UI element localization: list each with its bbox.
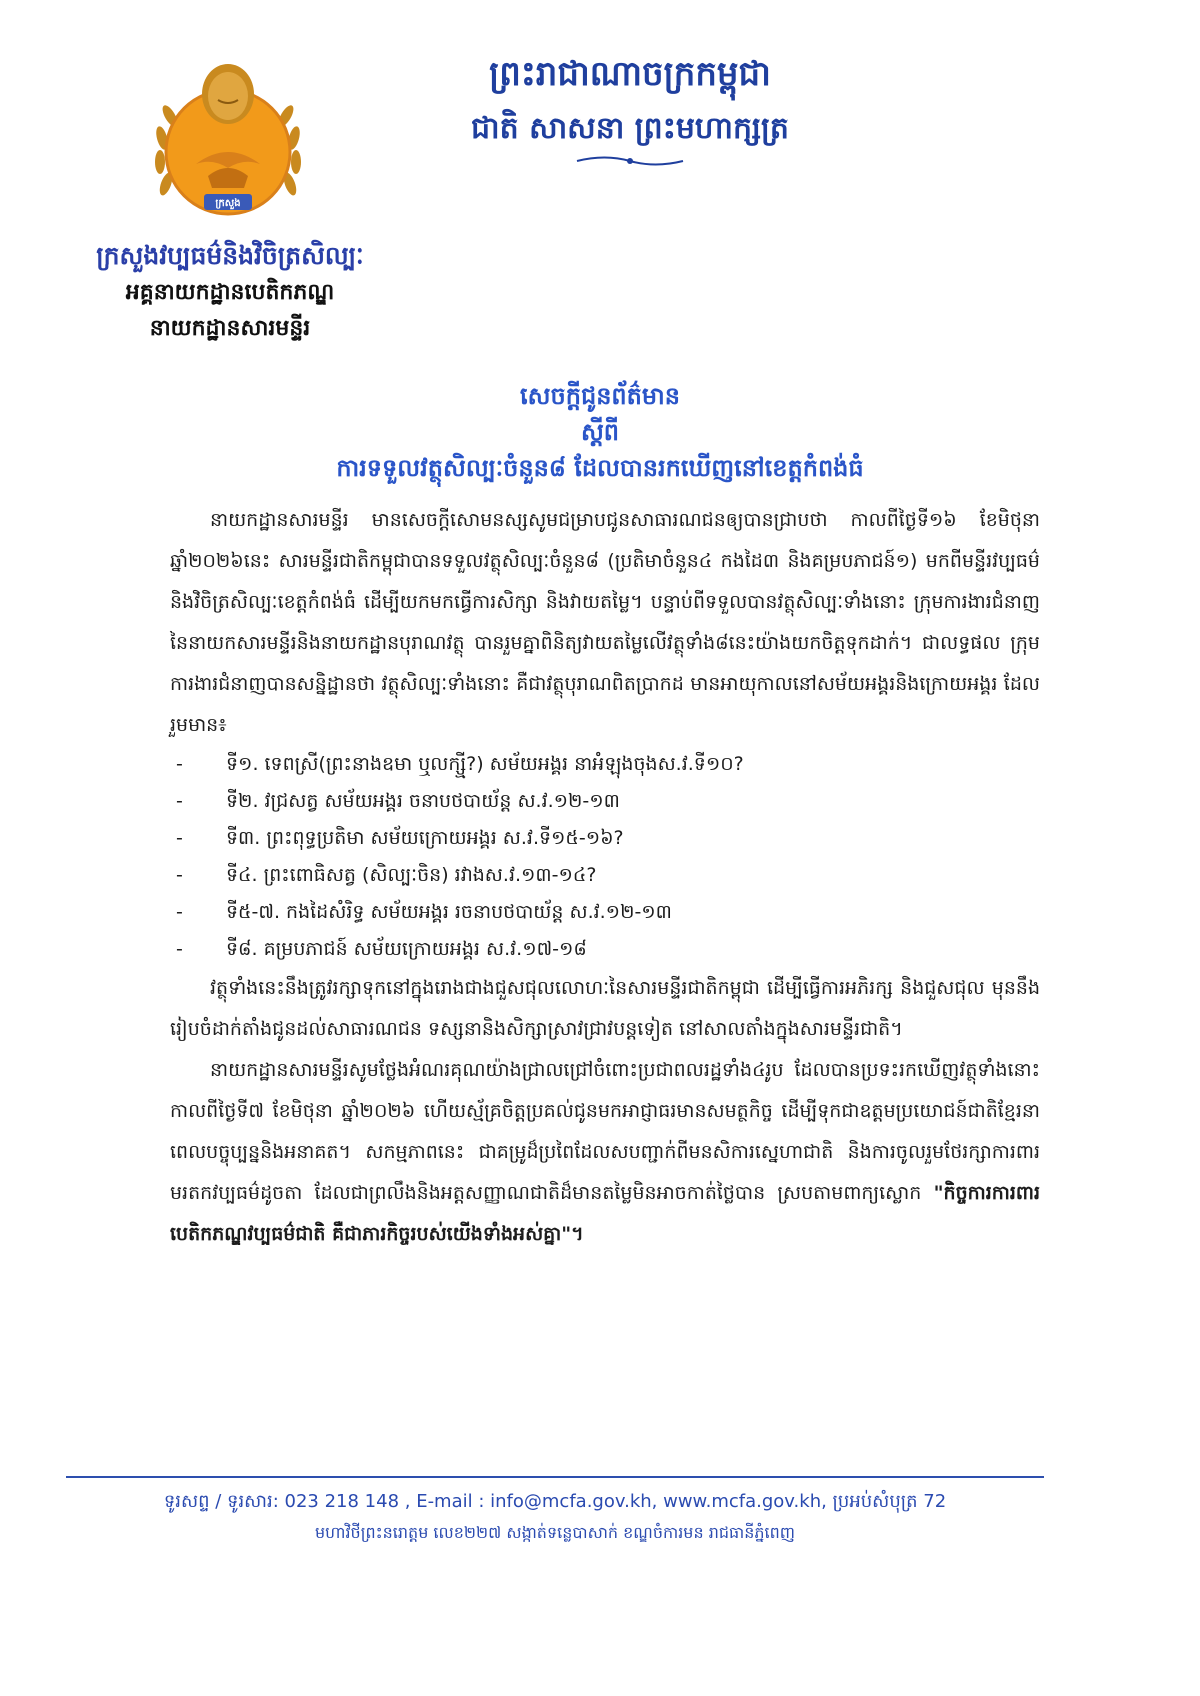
title-block [200,378,1000,486]
general-department-name: អគ្គនាយកដ្ឋានបេតិកភណ្ឌ [125,279,335,305]
slogan-quote: "កិច្ចការការពារបេតិកភណ្ឌវប្បធម៌ជាតិ គឺជាភារកិច្ចរបស់យើងទាំងអស់គ្នា"។ [170,1182,1040,1245]
ministry-emblem-logo [148,56,308,226]
department-name: នាយកដ្ឋានសារមន្ទីរ [149,315,311,341]
regarding-label: ស្តីពី [580,417,620,446]
paragraph-3-text: នាយកដ្ឋានសារមន្ទីរសូមថ្លែងអំណរគុណយ៉ាងជ្រាលជ្រៅចំពោះប្រជាពលរដ្ឋទាំង៤រូប ដែលបានប្រទះរកឃើញវត្ថុទាំងនោះកាលពីថ្ងៃទី៧ ខែមិថុនា ឆ្នាំ២០២៦ ហើយស្ម័គ្រចិត្តប្រគល់ជូនមកអាជ្ញាធរមានសមត្ថកិច្ច ដើម្បីទុកជាឧត្តមប្រយោជន៍ជាតិខ្មែរនាពេលបច្ចុប្បន្ននិងអនាគត។ សកម្មភាពនេះ ជាគម្រូដ៏ប្រពៃដែលសបញ្ជាក់ពីមនសិការស្នេហាជាតិ និងការចូលរួមថែរក្សាការពារមរតកវប្បធម៌ដូចតា ដែលជាព្រលឹងនិងអត្តសញ្ញាណជាតិដ៏មានតម្លៃមិនអាចកាត់ថ្លៃបាន ស្របតាមពាក្យស្លោក [170,1059,1040,1204]
ministry-block [60,238,400,346]
paragraph-2: វត្ថុទាំងនេះនឹងត្រូវរក្សាទុកនៅក្នុងរោងជាងជួសជុលលោហៈនៃសារមន្ទីរជាតិកម្ពុជា ដើម្បីធ្វើការអភិរក្ស និងជួសជុល មុននឹងរៀបចំដាក់តាំងជូនដល់សាធារណជន ទស្សនានិងសិក្សាស្រាវជ្រាវបន្តទៀត នៅសាលតាំងក្នុងសារមន្ទីរជាតិ។ [170,977,1040,1040]
footer-divider [66,1476,1044,1478]
list-item-text: ទី២. វជ្រសត្វ សម័យអង្គរ ចនាបថបាយ័ន្ត ស.វ.១២-១៣ [226,790,620,812]
list-item: - ទី៥-៧. កងដៃសំរិទ្ធ សម័យអង្គរ រចនាបថបាយ័ន្ត ស.វ.១២-១៣ [176,901,672,923]
artifact-list [170,746,1040,968]
ministry-name: ក្រសួងវប្បធម៌និងវិចិត្រសិល្បៈ [96,241,364,270]
list-item: - ទី៤. ព្រះពោធិសត្វ (សិល្បៈចិន) រវាងស.វ.១៣-១៤? [176,864,597,886]
list-item: - ទី៣. ព្រះពុទ្ធប្រតិមា សម័យក្រោយអង្គរ ស.វ.ទី១៥-១៦? [176,827,624,849]
document-type: សេចក្តីជូនព័ត៌មាន [520,381,680,410]
emblem-ribbon-text: ក្រសួង [215,198,241,209]
ornament-divider [575,154,685,168]
footer [70,1486,1040,1548]
kingdom-title: ព្រះរាជាណាចក្រកម្ពុជា [489,54,771,94]
kingdom-header [420,50,840,168]
footer-contact: ទូរសព្ទ / ទូរសារ: 023 218 148 , E-mail : info@mcfa.gov.kh, www.mcfa.gov.kh, ប្រអប់សំបុត្រ 72 [163,1491,947,1512]
list-item: - ទី២. វជ្រសត្វ សម័យអង្គរ ចនាបថបាយ័ន្ត ស.វ.១២-១៣ [176,790,620,812]
document-subject: ការទទួលវត្ថុសិល្បៈចំនួន៨ ដែលបានរកឃើញនៅខេត្តកំពង់ធំ [336,453,864,482]
list-item-text: ទី៤. ព្រះពោធិសត្វ (សិល្បៈចិន) រវាងស.វ.១៣-១៤? [226,864,597,886]
document-body [170,500,1040,1255]
list-item: - ទី៨. គម្របភាជន៍ សម័យក្រោយអង្គរ ស.វ.១៧-១៨ [176,938,587,960]
footer-address: មហាវិថីព្រះនរោត្តម លេខ២២៧ សង្កាត់ទន្លេបាសាក់ ខណ្ឌចំការមន រាជធានីភ្នំពេញ [314,1523,796,1542]
list-item-text: ទី៣. ព្រះពុទ្ធប្រតិមា សម័យក្រោយអង្គរ ស.វ.ទី១៥-១៦? [226,827,624,849]
paragraph-1: នាយកដ្ឋានសារមន្ទីរ មានសេចក្តីសោមនស្សសូមជម្រាបជូនសាធារណជនឲ្យបានជ្រាបថា កាលពីថ្ងៃទី១៦ ខែមិថុនា ឆ្នាំ២០២៦នេះ សារមន្ទីរជាតិកម្ពុជាបានទទួលវត្ថុសិល្បៈចំនួន៨ (ប្រតិមាចំនួន៤ កងដៃ៣ និងគម្របភាជន៍១) មកពីមន្ទីរវប្បធម៌និងវិចិត្រសិល្បៈខេត្តកំពង់ធំ ដើម្បីយកមកធ្វើការសិក្សា និងវាយតម្លៃ។ បន្ទាប់ពីទទួលបានវត្ថុសិល្បៈទាំងនោះ ក្រុមការងារជំនាញនៃនាយកសារមន្ទីរនិងនាយកដ្ឋានបុរាណវត្ថុ បានរួមគ្នាពិនិត្យវាយតម្លៃលើវត្ថុទាំង៨នេះយ៉ាងយកចិត្តទុកដាក់។ ជាលទ្ធផល ក្រុមការងារជំនាញបានសន្និដ្ឋានថា វត្ថុសិល្បៈទាំងនោះ គឺជាវត្ថុបុរាណពិតប្រាកដ មានអាយុកាលនៅសម័យអង្គរនិងក្រោយអង្គរ ដែលរួមមាន៖ [170,509,1040,736]
list-item-text: ទី៥-៧. កងដៃសំរិទ្ធ សម័យអង្គរ រចនាបថបាយ័ន្ត ស.វ.១២-១៣ [226,901,672,923]
national-motto: ជាតិ សាសនា ព្រះមហាក្សត្រ [471,111,789,146]
paragraph-3 [170,1050,1040,1255]
list-item: - ទី១. ទេពស្រី(ព្រះនាងឧមា ឬលក្ស្មី?) សម័យអង្គរ នាអំឡុងចុងស.វ.ទី១០? [176,753,744,775]
list-item-text: ទី១. ទេពស្រី(ព្រះនាងឧមា ឬលក្ស្មី?) សម័យអង្គរ នាអំឡុងចុងស.វ.ទី១០? [226,753,744,775]
list-item-text: ទី៨. គម្របភាជន៍ សម័យក្រោយអង្គរ ស.វ.១៧-១៨ [226,938,587,960]
